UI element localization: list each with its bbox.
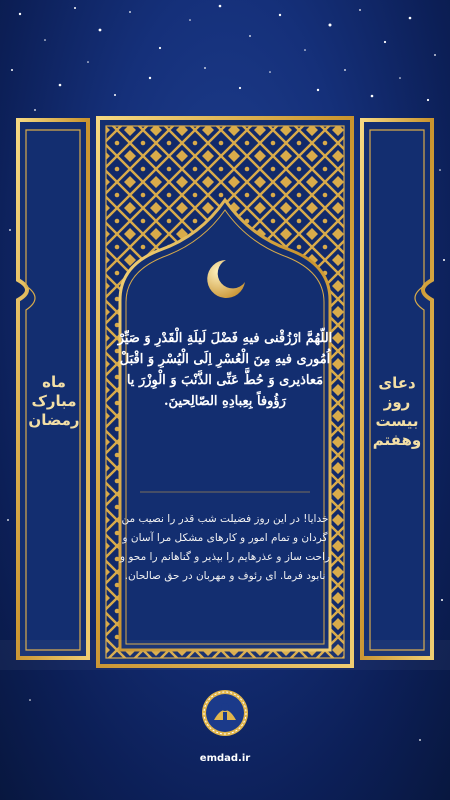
- greeting-line-3: رمضان: [28, 411, 80, 429]
- crescent-moon-icon: [203, 256, 249, 302]
- emdad-committee-logo-icon: [200, 688, 250, 738]
- day-title-line-2: روز: [383, 393, 411, 411]
- ramadan-greeting: [24, 373, 84, 430]
- day-title: [366, 374, 428, 450]
- greeting-line-1: ماه: [42, 373, 66, 391]
- arabic-prayer-text: اللّهُمَّ ارْزُقْنی فیهِ فَضْلَ لَیلَةِ الْقَدْرِ وَ صَیِّرْ اُمُوری فیهِ مِنَ الْعُسْرِ اِلَی الْیُسْرِ وَ اقْبَلْ مَعاذیری وَ حُطَّ عَنِّی الذَّنْبَ وَ الْوِزْرَ یا رَؤُوفاً بِعِبادِهِ الصّالِحینَ.: [117, 331, 333, 409]
- greeting-line-2: مبارک: [31, 392, 77, 410]
- persian-translation-text: خدایا! در این روز فضیلت شب قدر را نصیب من گردان و تمام امور و کارهای مشکل مرا آسان و راحت ساز و عذرهایم را بپذیر و گناهانم را محو و نابود فرما. ای رئوف و مهربان در حق صالحان.: [119, 513, 331, 582]
- day-title-line-1: دعای: [378, 374, 416, 392]
- day-title-line-4: وهفتم: [372, 431, 422, 449]
- website-url: emdad.ir: [199, 753, 251, 764]
- day-title-line-3: بیست: [375, 412, 419, 430]
